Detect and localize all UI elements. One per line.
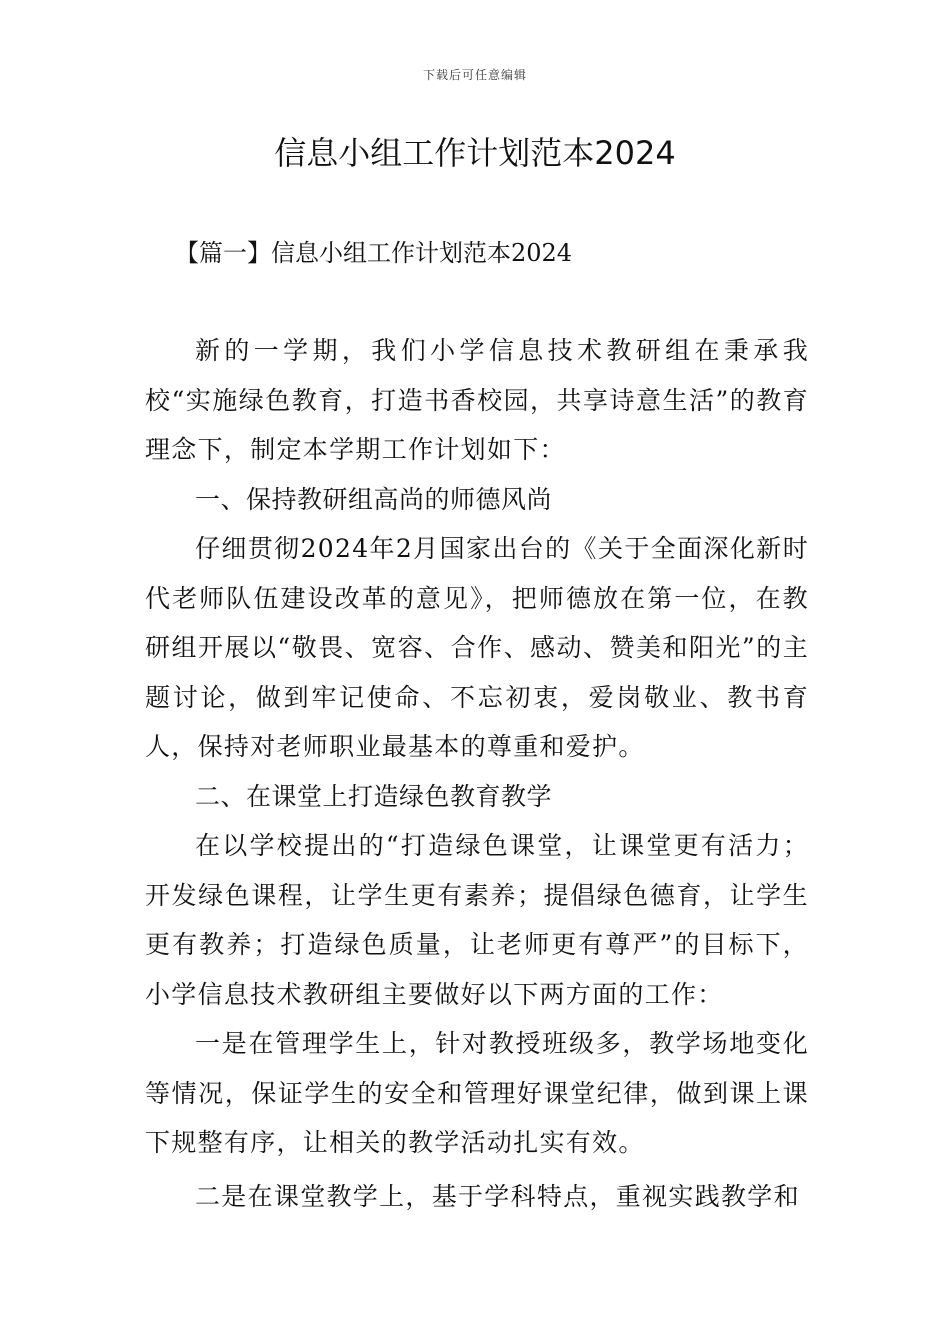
document-body — [145, 326, 809, 1221]
paragraph-heading-one: 一、保持教研组高尚的师德风尚 — [195, 484, 553, 514]
paragraph-green-goals: 在以学校提出的“打造绿色课堂，让课堂更有活力；开发绿色课程，让学生更有素养；提倡绿色德育，让学生更有教养；打造绿色质量，让老师更有尊严”的目标下，小学信息技术教研组主要做好以下两方面的工作： — [145, 831, 809, 1009]
paragraph-student-management: 一是在管理学生上，针对教授班级多，教学场地变化等情况，保证学生的安全和管理好课堂纪律，做到课上课下规整有序，让相关的教学活动扎实有效。 — [145, 1029, 809, 1157]
paragraph-heading-two: 二、在课堂上打造绿色教育教学 — [195, 781, 553, 811]
header-note: 下载后可任意编辑 — [422, 68, 527, 82]
paragraph-intro: 新的一学期，我们小学信息技术教研组在秉承我校“实施绿色教育，打造书香校园，共享诗意生活”的教育理念下，制定本学期工作计划如下： — [145, 336, 809, 464]
section-heading: 【篇一】信息小组工作计划范本2024 — [175, 239, 573, 267]
document-title: 信息小组工作计划范本2024 — [274, 134, 676, 172]
paragraph-ethics: 仔细贯彻2024年2月国家出台的《关于全面深化新时代老师队伍建设改革的意见》，把师德放在第一位，在教研组开展以“敬畏、宽容、合作、感动、赞美和阳光”的主题讨论，做到牢记使命、不忘初衷，爱岗敬业、教书育人，保持对老师职业最基本的尊重和爱护。 — [145, 534, 809, 761]
paragraph-classroom-teaching: 二是在课堂教学上，基于学科特点，重视实践教学和 — [195, 1181, 800, 1211]
